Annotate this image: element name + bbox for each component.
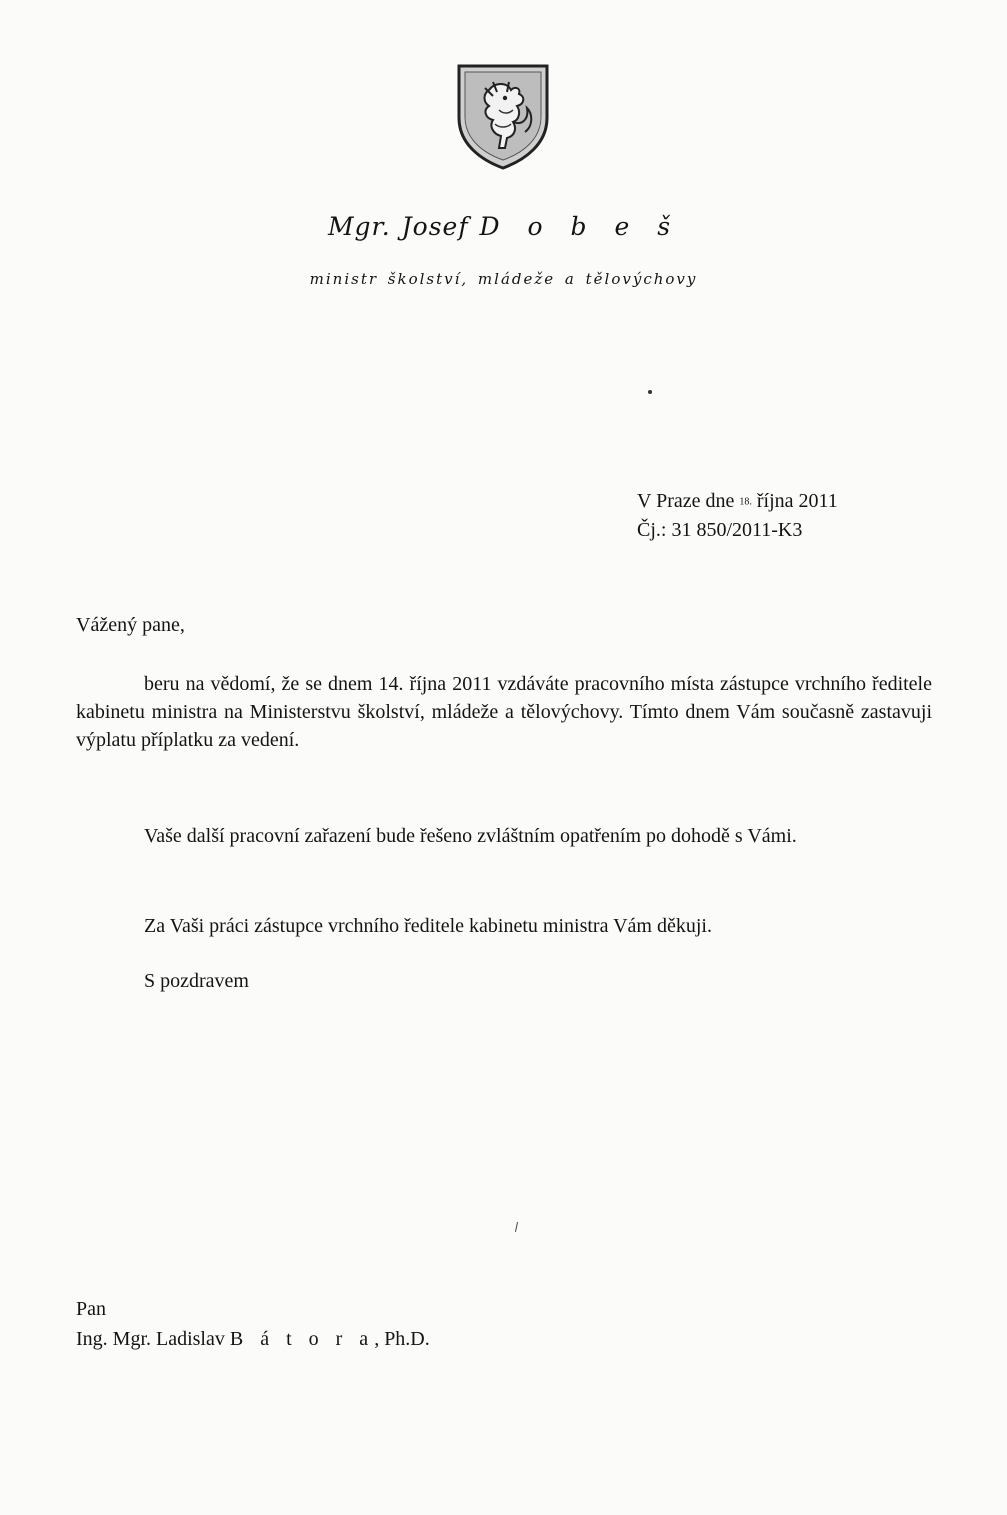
stray-tick-mark bbox=[515, 1222, 518, 1232]
letter-paragraph-2: Vaše další pracovní zařazení bude řešeno zvláštním opatřením po dohodě s Vámi. bbox=[144, 825, 797, 847]
coat-of-arms-icon bbox=[455, 62, 551, 170]
letterhead-minister-name bbox=[0, 212, 1007, 241]
letter-paragraph-1: beru na vědomí, že se dnem 14. října 2011 vzdáváte pracovního místa zástupce vrchního ředitele kabinetu ministra na Ministerstvu školství, mládeže a tělovýchovy. Tímto dnem Vám současně zastavuji výplatu příplatku za vedení. bbox=[76, 673, 932, 751]
date-and-reference bbox=[637, 487, 838, 544]
month-year: října 2011 bbox=[756, 490, 838, 512]
reference-number: Čj.: 31 850/2011-K3 bbox=[637, 519, 803, 542]
date-line bbox=[637, 487, 838, 516]
addressee-name-surname: B á t o r a bbox=[229, 1328, 375, 1350]
addressee-name-suffix: , Ph.D. bbox=[374, 1328, 430, 1350]
addressee-title: Pan bbox=[76, 1298, 106, 1320]
letterhead-name-prefix: Mgr. Josef bbox=[327, 212, 469, 241]
salutation: Vážený pane, bbox=[76, 614, 185, 636]
handwritten-day: 18. bbox=[739, 496, 752, 508]
letterhead-minister-title: ministr školství, mládeže a tělovýchovy bbox=[309, 270, 698, 288]
addressee-block bbox=[76, 1294, 430, 1354]
stray-dot-mark bbox=[648, 390, 652, 394]
letter-paragraph-3: Za Vaši práci zástupce vrchního ředitele kabinetu ministra Vám děkuji. bbox=[144, 915, 712, 937]
letterhead-name-surname: D o b e š bbox=[479, 212, 680, 241]
closing: S pozdravem bbox=[144, 970, 249, 992]
addressee-name-prefix: Ing. Mgr. Ladislav bbox=[76, 1328, 225, 1350]
place-prefix: V Praze dne bbox=[637, 490, 735, 512]
addressee-name bbox=[76, 1324, 430, 1354]
